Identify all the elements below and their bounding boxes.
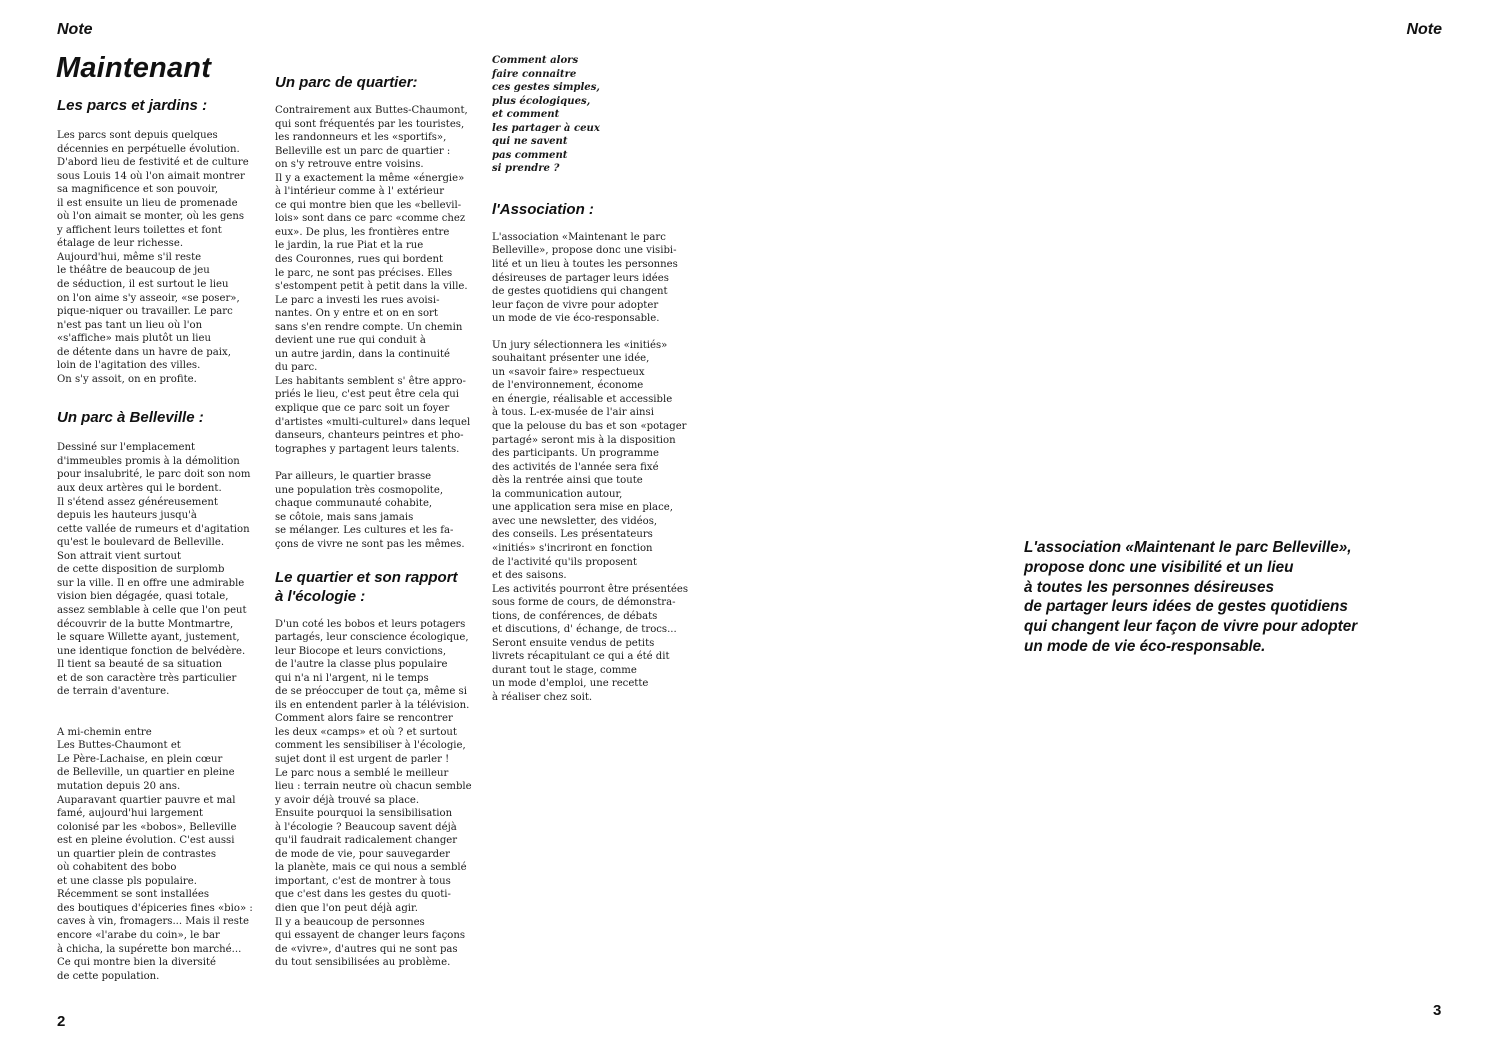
left-page-number: 2	[57, 1013, 66, 1030]
section-heading-association: l'Association :	[492, 200, 594, 218]
column-1	[57, 96, 267, 983]
section-heading-parcs-jardins: Les parcs et jardins :	[57, 97, 208, 114]
page-title: Maintenant	[56, 52, 212, 84]
paragraph-par-ailleurs: Par ailleurs, le quartier brasse une population très cosmopolite, chaque communauté cohabite, se côtoie, mais sans jamais se mélanger. Les cultures et les fa- çons de vivre ne sont pas les mêmes.	[275, 471, 465, 550]
right-page-number: 3	[1433, 1002, 1442, 1019]
pull-quote: L'association «Maintenant le parc Belleville», propose donc une visibilité et un lieu à toutes les personnes désireuses de partager leurs idées de gestes quotidiens qui changent leur façon de vivre pour adopter un mode de vie éco-responsable.	[1024, 539, 1358, 655]
section-heading-quartier-ecologie: Le quartier et son rapport à l'écologie :	[275, 568, 458, 605]
column-3	[492, 54, 707, 705]
paragraph-parc-belleville: Dessiné sur l'emplacement d'immeubles promis à la démolition pour insalubrité, le parc doit son nom aux deux artères qui le bordent. Il s'étend assez généreusement depuis les hauteurs jusqu'à cette vallée de rumeurs et d'agitation qu'est le boulevard de Belleville. Son attrait vient surtout de cette disposition de surplomb sur la ville. Il en offre une admirable vision bien dégagée, quasi totale, assez semblable à celle que l'on peut découvrir de la butte Montmartre, le square Willette ayant, justement, une identique fonction de belvédère. Il tient sa beauté de sa situation et de son caractère très particulier de terrain d'aventure.	[57, 442, 251, 698]
right-page-header: Note	[1406, 21, 1442, 38]
paragraph-jury: Un jury sélectionnera les «initiés» souhaitant présenter une idée, un «savoir faire» respectueux de l'environnement, économe en énergie, réalisable et accessible à tous. L-ex-musée de l'air ainsi que la pelouse du bas et son «potager partagé» seront mis à la disposition des participants. Un programme des activités de l'année sera fixé dès la rentrée ainsi que toute la communication autour, une application sera mise en place, avec une newsletter, des vidéos, des conseils. Les présentateurs «initiés» s'incriront en fonction de l'activité qu'ils proposent et des saisons. Les activités pourront être présentées sous forme de cours, de démonstra- tions, de conférences, de débats et discutions, d' échange, de trocs... Seront ensuite vendus de petits livrets récapitulant ce qui a été dit durant tout le stage, comme un mode d'emploi, une recette à réaliser chez soit.	[492, 339, 689, 703]
paragraph-parcs-jardins: Les parcs sont depuis quelques décennies en perpétuelle évolution. D'abord lieu de festivité et de culture sous Louis 14 où l'on aimait montrer sa magnificence et son pouvoir, il est ensuite un lieu de promenade où l'on aimait se monter, où les gens y affichent leurs toilettes et font étalage de leur richesse. Aujourd'hui, même s'il reste le théâtre de beaucoup de jeu de séduction, il est surtout le lieu on l'on aime s'y asseoir, «se poser», pique-niquer ou travailler. Le parc n'est pas tant un lieu où l'on «s'affiche» mais plutôt un lieu de détente dans un havre de paix, loin de l'agitation des villes. On s'y assoit, on en profite.	[57, 130, 249, 385]
paragraph-quartier-ecologie: D'un coté les bobos et leurs potagers partagés, leur conscience écologique, leur Biocope et leurs convictions, de l'autre la classe plus populaire qui n'a ni l'argent, ni le temps de se préoccuper de tout ça, même si ils en entendent parler à la télévision. Comment alors faire se rencontrer les deux «camps» et où ? et surtout comment les sensibiliser à l'écologie, sujet dont il est urgent de parler ! Le parc nous a semblé le meilleur lieu : terrain neutre où chacun semble y avoir déjà trouvé sa place. Ensuite pourquoi la sensibilisation à l'écologie ? Beaucoup savent déjà qu'il faudrait radicalement changer de mode de vie, pour sauvegarder la planète, mais ce qui nous a semblé important, c'est de montrer à tous que c'est dans les gestes du quoti- dien que l'on peut déjà agir. Il y a beaucoup de personnes qui essayent de changer leurs façons de «vivre», d'autres qui ne sont pas du tout sensibilisées au problème.	[275, 618, 472, 969]
paragraph-association: L'association «Maintenant le parc Belleville», propose donc une visibi- lité et un lieu à toutes les personnes désireuses de partager leurs idées de gestes quotidiens qui changent leur façon de vivre pour adopter un mode de vie éco-responsable.	[492, 231, 678, 325]
section-heading-parc-quartier: Un parc de quartier:	[275, 74, 418, 91]
paragraph-mi-chemin: A mi-chemin entre Les Buttes-Chaumont et Le Père-Lachaise, en plein cœur de Belleville, un quartier en pleine mutation depuis 20 ans. Auparavant quartier pauvre et mal famé, aujourd'hui largement colonisé par les «bobos», Belleville est en pleine évolution. C'est aussi un quartier plein de contrastes où cohabitent des bobo et une classe pls populaire. Récemment se sont installées des boutiques d'épiceries fines «bio» : caves à vin, fromagers... Mais il reste encore «l'arabe du coin», le bar à chicha, la supérette bon marché... Ce qui montre bien la diversité de cette population.	[57, 726, 253, 982]
left-page-header: Note	[57, 21, 93, 38]
paragraph-parc-quartier: Contrairement aux Buttes-Chaumont, qui sont fréquentés par les touristes, les randonneurs et les «sportifs», Belleville est un parc de quartier : on s'y retrouve entre voisins. Il y a exactement la même «énergie» à l'intérieur comme à l' extérieur ce qui montre bien que les «bellevil- lois» sont dans ce parc «comme chez eux». De plus, les frontières entre le jardin, la rue Piat et la rue des Couronnes, rues qui bordent le parc, ne sont pas précises. Elles s'estompent petit à petit dans la ville. Le parc a investi les rues avoisi- nantes. On y entre et on en sort sans s'en rendre compte. Un chemin devient une rue qui conduit à un autre jardin, dans la continuité du parc. Les habitants semblent s' être appro- priés le lieu, c'est peut être cela qui explique que ce parc soit un foyer d'artistes «multi-culturel» dans lequel danseurs, chanteurs peintres et pho- tographes y partagent leurs talents.	[275, 105, 471, 455]
quote-comment-alors: Comment alors faire connaitre ces gestes simples, plus écologiques, et comment les partager à ceux qui ne savent pas comment si prendre ?	[492, 55, 600, 175]
column-2	[275, 73, 485, 970]
section-heading-parc-belleville: Un parc à Belleville :	[57, 409, 204, 427]
pull-quote-block	[1024, 538, 1444, 657]
